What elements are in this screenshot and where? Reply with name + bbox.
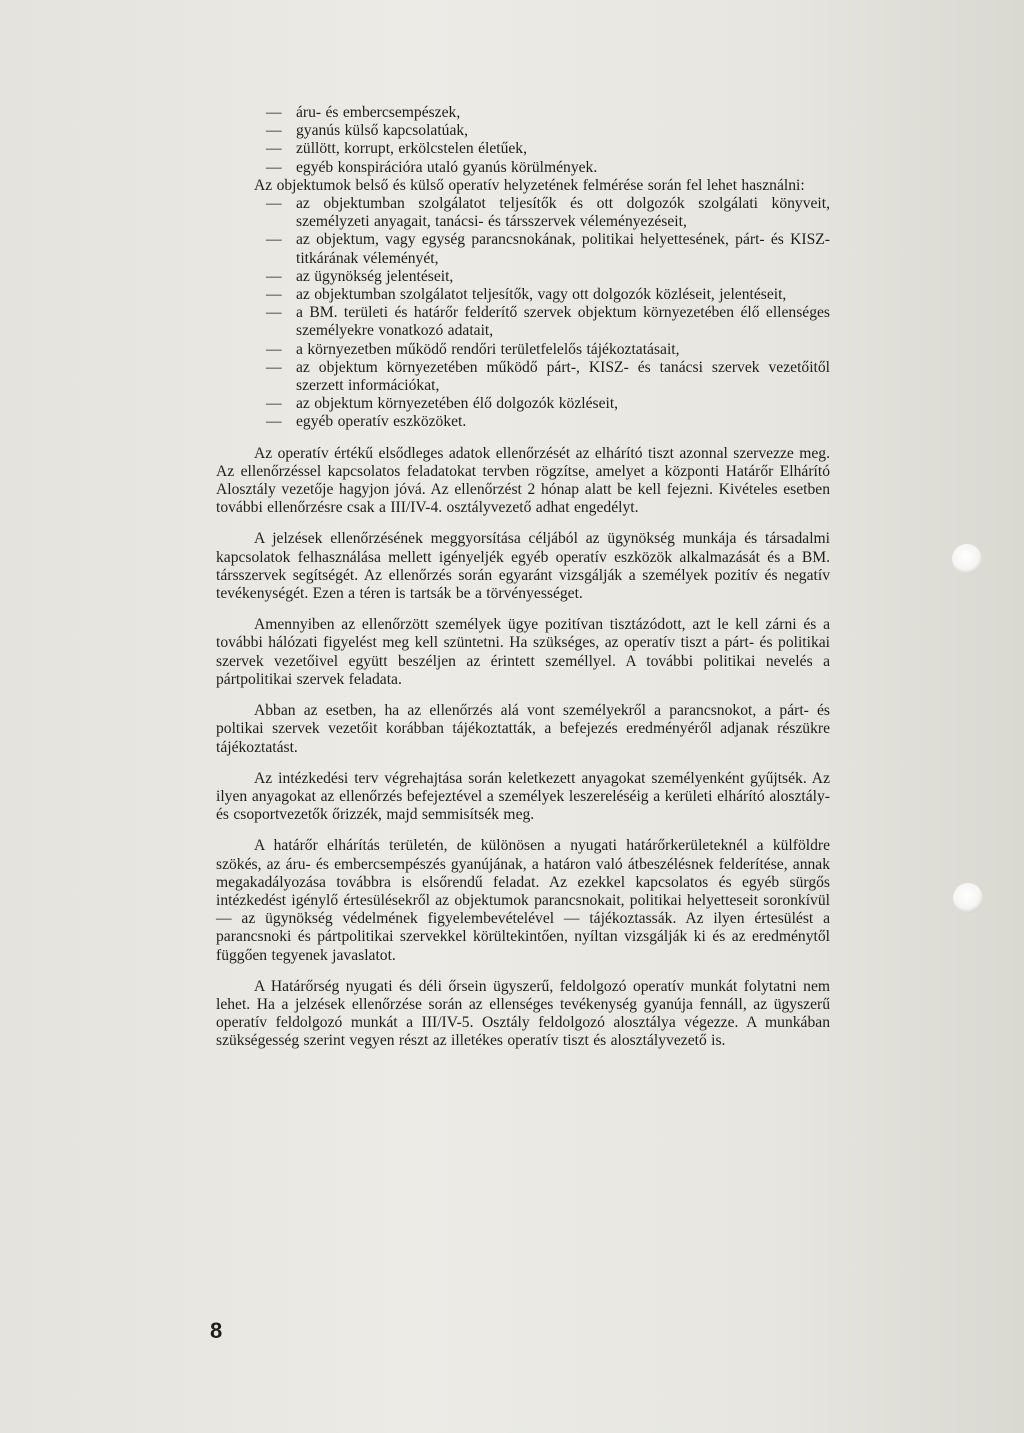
paragraph: A jelzések ellenőrzésének meggyorsítása céljából az ügynökség munkája és társadalmi kapcsolatok felhasználása mellett igényeljék egyéb operatív eszközök alkalmazását és a BM. társszervek segítségét. Az ellenőrzés során egyaránt vizsgálják a személyek pozitív és negatív tevékenységét. Ezen a téren is tartsák be a törvényességet. xyxy=(216,530,830,603)
punch-hole xyxy=(953,883,983,913)
list-sources xyxy=(216,195,830,432)
list-item: — züllött, korrupt, erkölcstelen életűek, xyxy=(266,140,527,158)
list-item: — az objektum környezetében működő párt-, KISZ- és tanácsi szervek vezetőitől szerzett információkat, xyxy=(266,358,830,395)
list-item: — a BM. területi és határőr felderítő szervek objektum környezetében élő ellenséges személyekre vonatkozó adatait, xyxy=(266,304,830,340)
paragraph: Az operatív értékű elsődleges adatok ellenőrzését az elhárító tiszt azonnal szervezze meg. Az ellenőrzéssel kapcsolatos feladatokat tervben rögzítse, amelyet a központi Határőr Elhárító Alosztály vezetője hagyjon jóvá. Az ellenőrzést 2 hónap alatt be kell fejezni. Kivételes esetben további ellenőrzésre csak a III/IV-4. osztályvezető adhat engedélyt. xyxy=(216,444,830,517)
punch-hole xyxy=(952,544,982,574)
paragraph: Amennyiben az ellenőrzött személyek ügye pozitívan tisztázódott, azt le kell zárni és a további hálózati figyelést meg kell szüntetni. Ha szükséges, az operatív tiszt a párt- és politikai szervek vezetőivel együtt beszéljen az érintett személlyel. A további politikai nevelés a pártpolitikai szervek feladata. xyxy=(216,616,830,688)
list-item: — az objektumban szolgálatot teljesítők, vagy ott dolgozók közléseit, jelentéseit, xyxy=(266,286,787,304)
paragraph: Az intézkedési terv végrehajtása során keletkezett anyagokat személyenként gyűjtsék. Az ilyen anyagokat az ellenőrzés befejeztével a személyek leszereléséig a kerületi elhárító alosztály- és csoportvezetők őrizzék, majd semmisítsék meg. xyxy=(216,769,830,824)
list-item: — egyéb operatív eszközöket. xyxy=(266,413,467,431)
intro-paragraph: Az objektumok belső és külső operatív helyzetének felmérése során fel lehet használni: xyxy=(254,176,805,194)
list-item: — egyéb konspirációra utaló gyanús körülmények. xyxy=(266,158,598,176)
list-item: — a környezetben működő rendőri területfelelős tájékoztatásait, xyxy=(266,340,680,358)
list-item: — áru- és embercsempészek, xyxy=(266,104,461,121)
list-item: — az ügynökség jelentéseit, xyxy=(266,267,454,285)
body-text xyxy=(216,104,830,1051)
list-item: — az objektum, vagy egység parancsnokának, politikai helyettesének, párt- és KISZ-titkárának véleményét, xyxy=(266,231,830,267)
paragraph: A Határőrség nyugati és déli őrsein ügyszerű, feldolgozó operatív munkát folytatni nem lehet. Ha a jelzések ellenőrzése során az ellenséges tevékenység gyanúja fennáll, az ügyszerű operatív feldolgozó munkát a III/IV-5. Osztály feldolgozó alosztálya végezze. A munkában szükségesség szerint vegyen részt az illetékes operatív tiszt és alosztályvezető is. xyxy=(216,977,830,1050)
list-item: — az objektumban szolgálatot teljesítők és ott dolgozók szolgálati könyveit, személyzeti anyagait, tanácsi- és társszervek véleményezéseit, xyxy=(266,195,830,231)
page-number: 8 xyxy=(210,1318,223,1343)
paragraph: A határőr elhárítás területén, de különösen a nyugati határőrkerületeknél a külföldre szökés, az áru- és embercsempészés gyanújának, a határon való átbeszélésnek felderítése, annak megakadályozása továbbra is elsőrendű feladat. Az ezekkel kapcsolatos és egyéb sürgős intézkedést igénylő értesülésekről az objektumok parancsnokait, politikai helyetteseit soronkívül — az ügynökség védelmének figyelembevételével — tájékoztassák. Az ilyen értesülést a parancsnoki és pártpolitikai szervekkel körültekintően, nyíltan vizsgálják ki és az eredménytől függően tegyenek javaslatot. xyxy=(216,837,830,964)
list-item: — gyanús külső kapcsolatúak, xyxy=(266,122,469,140)
list-item: — az objektum környezetében élő dolgozók közléseit, xyxy=(266,395,619,413)
list-top xyxy=(216,104,830,177)
paragraph: Abban az esetben, ha az ellenőrzés alá vont személyekről a parancsnokot, a párt- és poltikai szervek vezetőit korábban tájékoztatták, a befejezés eredményéről adjanak részükre tájékoztatást. xyxy=(216,702,830,756)
